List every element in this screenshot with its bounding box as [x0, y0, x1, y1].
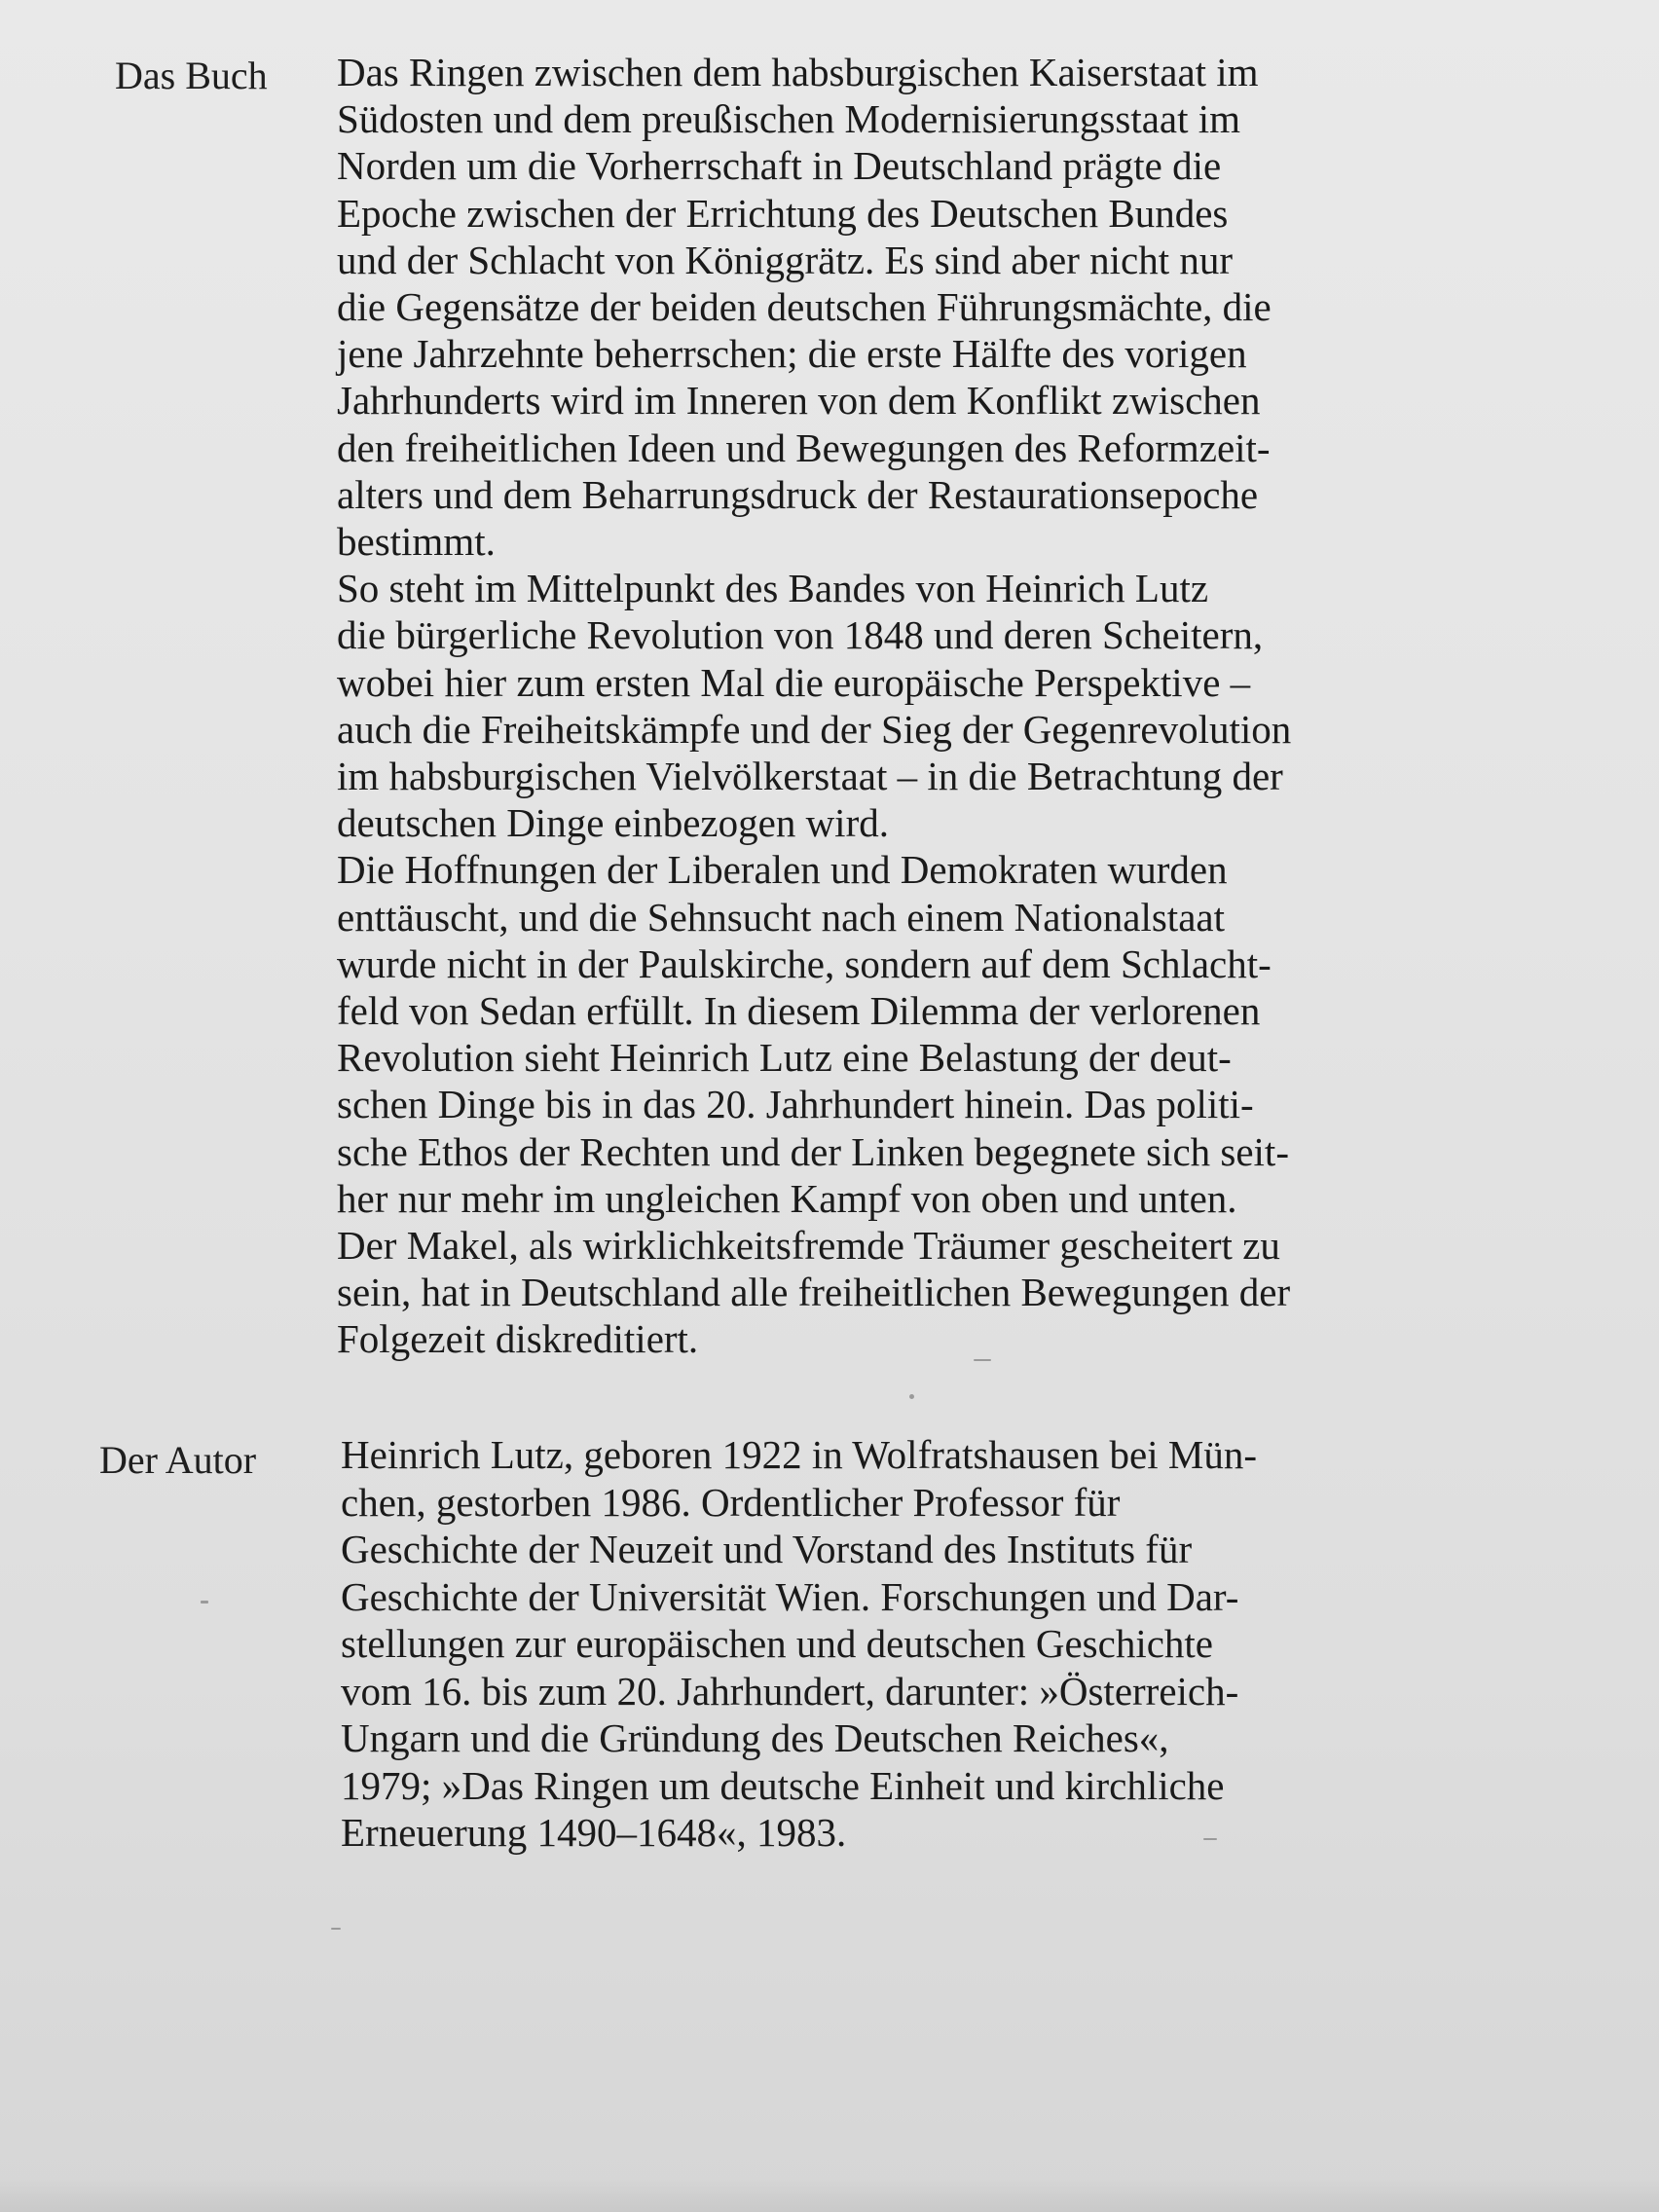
text-line: Das Ringen zwischen dem habsburgischen Kaiserstaat im	[337, 50, 1259, 94]
text-line: Epoche zwischen der Errichtung des Deutschen Bundes	[337, 190, 1229, 236]
text-line: her nur mehr im ungleichen Kampf von oben und unten.	[337, 1175, 1237, 1221]
text-line: schen Dinge bis in das 20. Jahrhundert hinein. Das politi-	[337, 1082, 1254, 1127]
text-line: sche Ethos der Rechten und der Linken begegnete sich seit-	[337, 1128, 1289, 1174]
text-line: im habsburgischen Vielvölkerstaat – in die Betrachtung der	[337, 754, 1283, 799]
text-line: und der Schlacht von Königgrätz. Es sind aber nicht nur	[337, 237, 1233, 282]
text-line: sein, hat in Deutschland alle freiheitlichen Bewegungen der	[337, 1270, 1291, 1315]
text-line: Südosten und dem preußischen Modernisierungsstaat im	[337, 96, 1241, 142]
text-line: den freiheitlichen Ideen und Bewegungen des Reformzeit-	[337, 424, 1271, 470]
text-line: Ungarn und die Gründung des Deutschen Reiches«,	[341, 1715, 1169, 1760]
bottom-edge-shadow	[0, 2177, 1659, 2212]
section-label-buch: Das Buch	[115, 54, 268, 97]
text-line: Der Makel, als wirklichkeitsfremde Träumer gescheitert zu	[337, 1223, 1280, 1269]
paper-speck	[909, 1394, 914, 1399]
text-line: Geschichte der Neuzeit und Vorstand des Instituts für	[341, 1527, 1193, 1571]
text-line: wurde nicht in der Paulskirche, sondern auf dem Schlacht-	[337, 940, 1272, 986]
text-line: 1979; »Das Ringen um deutsche Einheit und kirchliche	[341, 1762, 1225, 1808]
paper-speck	[1203, 1838, 1217, 1840]
text-line: vom 16. bis zum 20. Jahrhundert, darunter: »Österreich-	[341, 1668, 1239, 1714]
text-line: stellungen zur europäischen und deutschen Geschichte	[341, 1621, 1213, 1666]
text-line: Jahrhunderts wird im Inneren von dem Konflikt zwischen	[337, 378, 1261, 424]
text-line: Folgezeit diskreditiert.	[337, 1316, 699, 1362]
paper-speck	[201, 1601, 208, 1604]
section-body-buch	[337, 49, 1291, 1363]
text-line: auch die Freiheitskämpfe und der Sieg der Gegenrevolution	[337, 706, 1292, 752]
text-line: enttäuscht, und die Sehnsucht nach einem Nationalstaat	[337, 894, 1225, 940]
paper-speck	[331, 1928, 341, 1930]
text-line: Heinrich Lutz, geboren 1922 in Wolfratshausen bei Mün-	[341, 1432, 1257, 1477]
text-line: Geschichte der Universität Wien. Forschungen und Dar-	[341, 1573, 1239, 1619]
text-line: die Gegensätze der beiden deutschen Führungsmächte, die	[337, 284, 1272, 330]
text-line: feld von Sedan erfüllt. In diesem Dilemma der verlorenen	[337, 988, 1261, 1034]
text-line: wobei hier zum ersten Mal die europäische Perspektive –	[337, 659, 1251, 705]
text-line: Norden um die Vorherrschaft in Deutschland prägte die	[337, 143, 1222, 189]
text-line: jene Jahrzehnte beherrschen; die erste Hälfte des vorigen	[337, 331, 1247, 377]
text-line: So steht im Mittelpunkt des Bandes von Heinrich Lutz	[337, 566, 1209, 611]
text-line: alters und dem Beharrungsdruck der Restaurationsepoche	[337, 471, 1259, 517]
text-line: deutschen Dinge einbezogen wird.	[337, 800, 889, 846]
section-label-autor: Der Autor	[99, 1438, 257, 1482]
text-line: Die Hoffnungen der Liberalen und Demokraten wurden	[337, 847, 1228, 893]
text-line: bestimmt.	[337, 519, 496, 565]
text-line: chen, gestorben 1986. Ordentlicher Professor für	[341, 1479, 1121, 1525]
section-body-autor	[341, 1431, 1257, 1857]
text-line: Revolution sieht Heinrich Lutz eine Belastung der deut-	[337, 1035, 1232, 1081]
text-line: Erneuerung 1490–1648«, 1983.	[341, 1810, 847, 1855]
paper-speck	[974, 1359, 991, 1361]
text-line: die bürgerliche Revolution von 1848 und deren Scheitern,	[337, 612, 1264, 658]
